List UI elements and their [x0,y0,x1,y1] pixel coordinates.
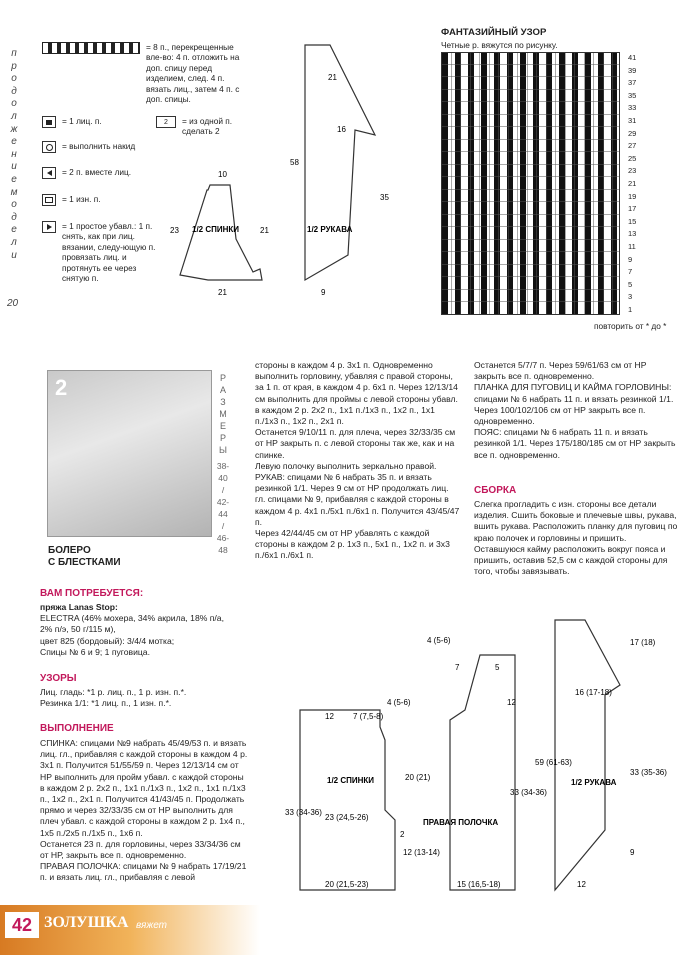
size-value: / [221,485,225,495]
dim-text: 23 (24,5-26) [325,813,369,822]
legend-text: = 1 изн. п. [62,194,101,204]
dim-text: 21 [260,226,269,235]
row-number: 33 [628,103,637,113]
side-char: е [11,224,17,236]
row-number: 9 [628,254,633,264]
dim-text: 58 [290,158,299,167]
dim-text: 33 (35-36) [630,768,667,777]
legend-row [42,167,131,179]
size-value: 38- [216,461,230,471]
size-letter: А [219,385,226,395]
row-number: 19 [628,191,637,201]
legend-row [42,221,158,283]
dim-text: 4 (5-6) [427,636,451,645]
legend-text: = 2 п. вместе лиц. [62,167,132,177]
footer-brand-band [0,905,260,955]
dim-text: 15 (16,5-18) [457,880,501,889]
top-diagrams [170,40,400,310]
dim-text: 5 [495,663,500,672]
row-number: 41 [628,53,637,62]
brand-subtitle: вяжет [136,920,168,931]
dim-text: 12 [325,712,334,721]
pattern-line: Лиц. гладь: *1 р. лиц. п., 1 р. изн. п.*. [40,687,187,697]
execution-heading: ВЫПОЛНЕНИЕ [40,723,114,734]
dim-text: 7 (7,5-8) [353,712,384,721]
column-three [474,360,679,461]
dim-text: 7 [455,663,460,672]
row-number: 29 [628,128,637,138]
dim-text: 12 [507,698,516,707]
side-char: о [11,98,17,110]
side-char: ж [10,123,18,135]
patterns-block [40,687,230,709]
side-char: е [11,173,17,185]
bottom-diagrams [285,615,685,895]
sleeve-label: 1/2 РУКАВА [571,778,617,787]
legend-text: = из одной п. сделать 2 [182,116,233,137]
dim-text: 9 [321,288,326,297]
side-char: н [11,148,17,160]
filled-square-icon [42,116,56,128]
side-char: и [11,249,17,261]
side-char: м [10,186,18,198]
sizes-column [216,372,230,456]
legend-row [42,116,102,128]
dim-text: 21 [218,288,227,297]
assembly-text: Слегка прогладить с изн. стороны все детали изделия. Сшить боковые и плечевые швы, рукава, вшить рукава. Расположить планку для пуговиц по краю полочек и горловины и пришить. Оставшуюся кайму расположить вокруг пояса и пришить, оставив 52,5 см с каждой стороны для того, чтобы завязывать. [474,499,678,577]
text-paragraph: Останется 5/7/7 п. Через 59/61/63 см от НР закрыть все п. одновременно. [474,360,647,382]
dim-text: 16 (17-18) [575,688,612,697]
photo-title: БОЛЕРО С БЛЕСТКАМИ [48,545,121,568]
row-number: 11 [628,241,636,251]
size-value: 42- [216,497,230,507]
legend-text: = 1 простое убавл.: 1 п. снять, как при лиц. вязании, следу-ющую п. провязать лиц. и протянуть ее через снятую п. [62,221,156,284]
size-value: 40 [218,473,228,483]
dim-text: 21 [328,73,337,82]
dim-text: 17 (18) [630,638,656,647]
legend-text: = 1 лиц. п. [62,116,102,126]
legend-row [42,141,135,153]
side-char: д [11,211,17,223]
left-triangle-icon [42,167,56,179]
column-two [255,360,460,562]
row-number: 1 [628,304,633,314]
dim-text: 10 [218,170,227,179]
text-paragraph: ПОЯС: спицами № 6 набрать 11 п. и вязать резинкой 1/1. Через 175/180/185 см от НР закрыть все п. одновременно. [474,427,676,460]
brand-title: ЗОЛУШКА [44,914,129,931]
side-char: л [11,236,17,248]
side-char: п [11,48,17,59]
text-paragraph: Останется 9/10/11 п. для плеча, через 32/33/35 см от НР закрыть п. с левой стороны так же, как и на спинке. [255,427,456,460]
legend-cross-text: = 8 п., перекрещенные вле-во: 4 п. отложить на доп. спицу перед изделием, след. 4 п. вязать лиц., затем 4 п. с доп. спицы. [146,42,240,105]
execution-text [40,738,250,884]
electra-line: ELECTRA (46% мохера, 34% акрила, 18% п/а, 2% п/э, 50 г/115 м), [40,613,224,635]
assembly-heading: СБОРКА [474,485,517,496]
page-number: 42 [5,912,39,938]
side-char: р [11,60,17,72]
circle-icon [42,141,56,153]
side-char: д [11,85,17,97]
size-letter: Ы [219,445,227,455]
size-letter: Р [219,373,226,383]
row-number: 15 [628,216,637,226]
size-letter: Р [219,433,226,443]
execution-paragraph: ПРАВАЯ ПОЛОЧКА: спицами № 9 набрать 17/19/21 п. и вязать лиц. гл., прибавляя с левой [40,861,247,883]
cross-symbol [42,42,140,54]
row-number: 35 [628,90,637,100]
pattern-title: ФАНТАЗИЙНЫЙ УЗОР [441,27,547,38]
size-value: 46- [216,533,230,543]
row-number: 31 [628,115,637,125]
text-paragraph: Левую полочку выполнить зеркально правой. [255,460,437,471]
size-values [212,460,234,556]
size-value: 48 [218,545,228,555]
size-value: 44 [218,509,228,519]
side-page: 20 [7,298,19,309]
row-number: 23 [628,166,637,176]
row-number: 17 [628,204,637,214]
back-label: 1/2 СПИНКИ [192,225,240,234]
text-paragraph: Через 42/44/45 см от НР убавлять с каждой стороны в каждом 2 р. 1х3 п., 5х1 п., 1х2 п. и 3х3 п./6х1 п./6х1 п. [255,528,450,561]
row-number: 5 [628,279,633,289]
size-letter: М [219,409,227,419]
sleeve-label: 1/2 РУКАВА [307,225,353,234]
pattern-row-numbers [628,52,648,316]
legend-text: = выполнить накид [62,141,136,151]
dim-text: 20 (21,5-23) [325,880,369,889]
execution-paragraph: Останется 23 п. для горловины, через 33/34/36 см от НР, закрыть все п. одновременно. [40,838,241,861]
materials-block [40,602,230,658]
dim-text: 35 [380,193,389,202]
size-letter: Е [219,421,226,431]
row-number: 27 [628,141,637,151]
side-note [7,48,21,262]
text-paragraph: РУКАВ: спицами № 6 набрать 35 п. и вязать резинкой 1/1. Через 9 см от НР продолжать лиц. гл. спицами № 9, прибавляя с каждой стороны в каждом 4 р. 4х1 п./5х1 п./6х1 п. Получится 43/45/47 п. [255,472,460,527]
color-line: цвет 825 (бордовый): 3/4/4 мотка; [40,635,175,646]
right-triangle-icon [42,221,56,233]
dim-text: 33 (34-36) [285,808,322,817]
dim-text: 23 [170,226,179,235]
dim-text: 4 (5-6) [387,698,411,707]
row-number: 3 [628,292,633,302]
side-char: и [11,161,17,173]
dim-text: 9 [630,848,635,857]
side-char: е [11,136,17,148]
front-label: ПРАВАЯ ПОЛОЧКА [423,818,499,827]
row-number: 37 [628,78,637,88]
dim-text: 20 (21) [405,773,431,782]
side-char: л [11,110,17,122]
minus-box-icon [42,194,56,206]
pattern-subtitle: Четные р. вяжутся по рисунку. [441,40,558,50]
row-number: 25 [628,153,637,163]
repeat-note: повторить от * до * [594,321,667,331]
side-char: о [11,73,17,85]
yarn-line: пряжа Lanas Stop: [40,602,118,612]
legend-row [42,194,101,206]
row-number: 7 [628,267,633,277]
text-paragraph: ПЛАНКА ДЛЯ ПУГОВИЦ И КАЙМА ГОРЛОВИНЫ: спицами № 6 набрать 11 п. и вязать резинкой 1/1. Через 100/102/106 см от НР закрыть все п. одновременно. [474,382,674,427]
pattern-line: Резинка 1/1: *1 лиц. п., 1 изн. п.*. [40,698,172,709]
dim-text: 33 (34-36) [510,788,547,797]
text-paragraph: стороны в каждом 4 р. 3х1 п. Одновременно выполнить горловину, убавляя с правой стороны, за 1 п. от края, в каждом 4 р. 6х1 п. Через 12/13/14 см выполнить для проймы с левой стороны убавл. в каждом 2 р. 2х2 п., 1х1 п./1х3 п., 1х2 п., 1х1 п./1х3 п., 1х2 п., 2х1 п. [255,360,458,427]
side-char: о [11,199,17,211]
size-letter: З [220,397,226,407]
pattern-grid [441,52,620,315]
photo-number: 2 [55,375,68,400]
increase-icon: 2 [156,116,176,128]
row-number: 39 [628,65,637,75]
model-photo [47,370,212,537]
dim-text: 59 (61-63) [535,758,572,767]
materials-heading: ВАМ ПОТРЕБУЕТСЯ: [40,588,144,599]
needles-line: Спицы № 6 и 9; 1 пуговица. [40,646,150,657]
dim-text: 2 [400,830,405,839]
size-value: / [221,521,225,531]
sleeve-shape [305,45,375,280]
dim-text: 16 [337,125,346,134]
dim-text: 12 [577,880,586,889]
execution-paragraph: СПИНКА: спицами №9 набрать 45/49/53 п. и вязать лиц. гл., прибавляя с каждой стороны в каждом 4 р. 3х1 п. Получится 51/55/59 п. Через 12/13/14 см от НР выполнить для пройм убавл. с каждой стороны в каждом 2 р. 2х2 п., 1х1 п./1х3 п., 1х2 п., 1х1 п./1х3 п., 1х2 п., 2х1 п. Получится 41/43/45 п. Продолжать прямо и через 32/33/35 см от НР выполнить для плеч убавл. с каждой стороны в каждом 2 р. 1х4 п., 1х5 п./2х5 п./1х5 п., 1х6 п. [40,738,248,838]
row-number: 13 [628,229,637,239]
patterns-heading: УЗОРЫ [40,673,77,684]
back-label: 1/2 СПИНКИ [327,776,375,785]
dim-text: 12 (13-14) [403,848,440,857]
row-number: 21 [628,178,637,188]
